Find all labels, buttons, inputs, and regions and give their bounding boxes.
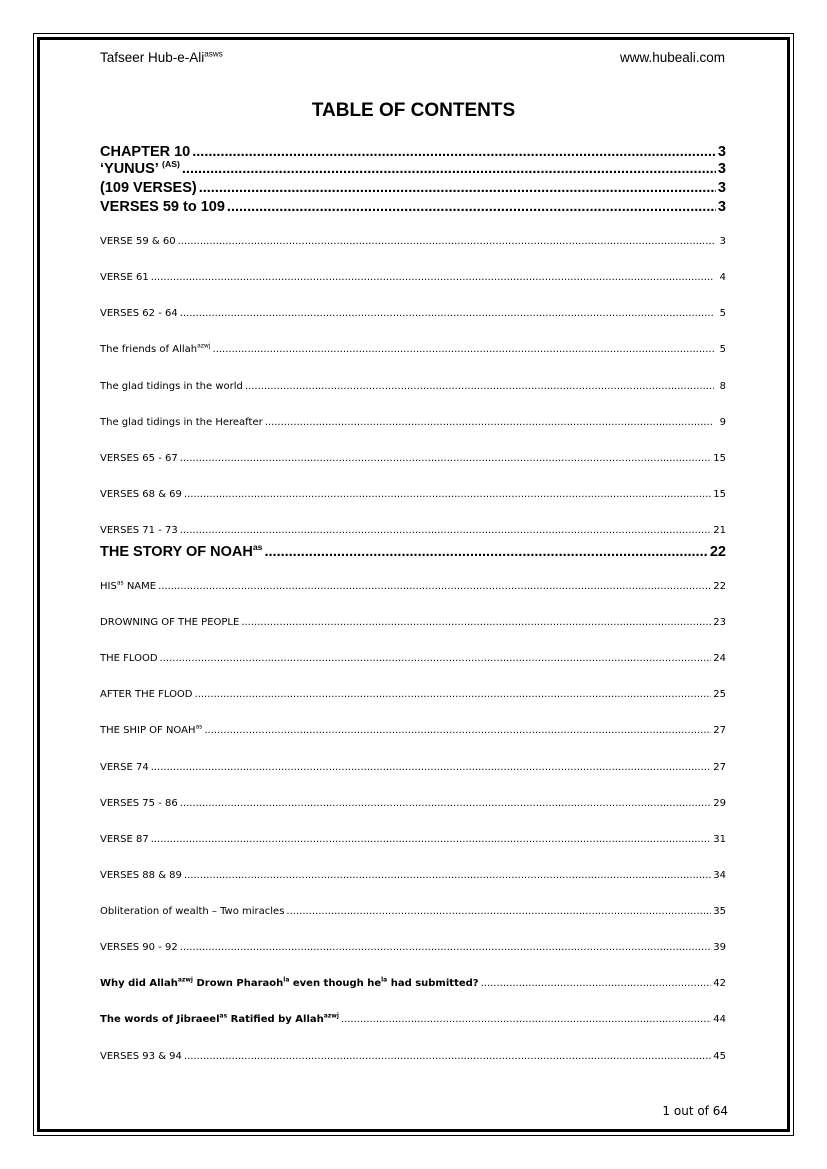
toc-page-number: 21 — [713, 525, 726, 536]
toc-leader-dots — [264, 544, 707, 560]
toc-entry-title: THE SHIP OF $NOAH^{as}$ — [100, 723, 203, 736]
toc-entry-title: VERSES 65 - 67 — [100, 453, 178, 464]
toc-entry-title: Why did Allah$^{azwj}$ Drown Pharaoh$^{la}$ even though $he^{la}$ had submitted? — [100, 976, 479, 989]
toc-leader-dots — [180, 942, 712, 953]
toc-entry-title: VERSE 59 & 60 — [100, 236, 176, 247]
toc-entry-title: The friends of Allah$^{azwj}$ — [100, 342, 211, 355]
toc-page-number: 45 — [713, 1051, 726, 1062]
toc-entry[interactable] — [100, 489, 726, 500]
toc-leader-dots — [151, 834, 712, 845]
header-title: Tafseer Hub-e-Ali$^{asws}$ — [100, 49, 223, 65]
toc-entry-title: ‘YUNUS’ $^{(AS)}$ — [100, 159, 180, 177]
toc-page-number: 25 — [713, 689, 726, 700]
toc-page-number: 35 — [713, 906, 726, 917]
toc-entry-title: The words of Jibraeel$^{as}$ Ratified by Allah$^{azwj}$ — [100, 1012, 339, 1025]
toc-entry-title: VERSES 62 - 64 — [100, 308, 178, 319]
toc-entry[interactable] — [100, 653, 726, 664]
toc-leader-dots — [180, 308, 714, 319]
toc-leader-dots — [245, 381, 714, 392]
toc-leader-dots — [227, 199, 716, 215]
toc-leader-dots — [265, 417, 714, 428]
toc-entry[interactable] — [100, 942, 726, 953]
toc-page-number: 31 — [713, 834, 726, 845]
toc-entry[interactable] — [100, 1051, 726, 1062]
toc-page-number: 3 — [717, 199, 726, 215]
toc-entry-title: AFTER THE FLOOD — [100, 689, 193, 700]
toc-page-number: 44 — [713, 1014, 726, 1025]
toc-entry[interactable] — [100, 581, 726, 592]
toc-leader-dots — [199, 180, 716, 196]
toc-entry-title: The glad tidings in the world — [100, 381, 243, 392]
toc-leader-dots — [151, 762, 712, 773]
toc-leader-dots — [341, 1014, 711, 1025]
header-website: www.hubeali.com — [619, 50, 725, 65]
toc-page-number: 22 — [709, 544, 726, 560]
toc-entry[interactable] — [100, 161, 726, 177]
toc-entry-title: THE FLOOD — [100, 653, 158, 664]
toc-entry[interactable] — [100, 381, 726, 392]
toc-entry-title: VERSES 88 & 89 — [100, 870, 182, 881]
toc-leader-dots — [481, 978, 712, 989]
toc-page-number: 34 — [713, 870, 726, 881]
toc-page-number: 22 — [713, 581, 726, 592]
toc-entry[interactable] — [100, 199, 726, 215]
toc-leader-dots — [184, 870, 711, 881]
toc-entry-title: THE STORY OF $NOAH^{as}$ — [100, 542, 263, 560]
toc-entry-title: VERSE 61 — [100, 272, 149, 283]
toc-leader-dots — [180, 798, 712, 809]
toc-page-number: 29 — [713, 798, 726, 809]
toc-entry[interactable] — [100, 870, 726, 881]
toc-entry-title: $HIS^{as}$ NAME — [100, 579, 157, 592]
toc-entry[interactable] — [100, 762, 726, 773]
toc-entry-title: VERSES 68 & 69 — [100, 489, 182, 500]
toc-page-number: 5 — [719, 308, 726, 319]
toc-entry[interactable] — [100, 906, 726, 917]
toc-entry[interactable] — [100, 236, 726, 247]
toc-entry-title: VERSES 71 - 73 — [100, 525, 178, 536]
toc-entry[interactable] — [100, 798, 726, 809]
toc-entry[interactable] — [100, 725, 726, 736]
toc-entry-title: CHAPTER 10 — [100, 144, 191, 160]
toc-leader-dots — [286, 906, 711, 917]
page-number: 1 out of 64 — [662, 1104, 728, 1118]
toc-entry[interactable] — [100, 1014, 726, 1025]
toc-entry[interactable] — [100, 180, 726, 196]
toc-leader-dots — [180, 453, 712, 464]
toc-page-number: 27 — [713, 725, 726, 736]
toc-leader-dots — [158, 581, 711, 592]
toc-entry[interactable] — [100, 308, 726, 319]
toc-leader-dots — [213, 344, 714, 355]
toc-page-number: 42 — [713, 978, 726, 989]
toc-entry-title: VERSES 59 to 109 — [100, 199, 225, 215]
toc-entry-title: VERSE 87 — [100, 834, 149, 845]
toc-page-number: 5 — [719, 344, 726, 355]
toc-page-number: 8 — [719, 381, 726, 392]
toc-entry[interactable] — [100, 344, 726, 355]
toc-page-number: 3 — [717, 180, 726, 196]
toc-leader-dots — [151, 272, 714, 283]
toc-page-number: 15 — [713, 453, 726, 464]
toc-entry-title: VERSES 75 - 86 — [100, 798, 178, 809]
toc-entry[interactable] — [100, 417, 726, 428]
toc-entry[interactable] — [100, 144, 726, 160]
toc-page-number: 23 — [713, 617, 726, 628]
toc-page-number: 39 — [713, 942, 726, 953]
toc-entry-title: VERSES 93 & 94 — [100, 1051, 182, 1062]
toc-leader-dots — [184, 489, 711, 500]
toc-entry-title: The glad tidings in the Hereafter — [100, 417, 263, 428]
toc-entry-title: (109 VERSES) — [100, 180, 197, 196]
toc-leader-dots — [204, 725, 711, 736]
toc-leader-dots — [160, 653, 712, 664]
toc-entry[interactable] — [100, 453, 726, 464]
toc-entry[interactable] — [100, 689, 726, 700]
toc-page-number: 3 — [717, 144, 726, 160]
toc-entry[interactable] — [100, 525, 726, 536]
toc-entry-title: VERSE 74 — [100, 762, 149, 773]
toc-leader-dots — [241, 617, 711, 628]
toc-leader-dots — [182, 161, 716, 177]
toc-entry[interactable] — [100, 617, 726, 628]
toc-entry-title: DROWNING OF THE PEOPLE — [100, 617, 240, 628]
toc-leader-dots — [192, 144, 716, 160]
page-title: TABLE OF CONTENTS — [311, 100, 516, 121]
toc-page-number: 9 — [719, 417, 726, 428]
toc-entry-title: Obliteration of wealth – Two miracles — [100, 906, 285, 917]
toc-entry[interactable] — [100, 834, 726, 845]
toc-entry[interactable] — [100, 978, 726, 989]
toc-page-number: 24 — [713, 653, 726, 664]
toc-page-number: 15 — [713, 489, 726, 500]
toc-page-number: 27 — [713, 762, 726, 773]
toc-entry-title: VERSES 90 - 92 — [100, 942, 178, 953]
toc-page-number: 3 — [719, 236, 726, 247]
toc-page-number: 3 — [717, 161, 726, 177]
toc-leader-dots — [180, 525, 712, 536]
toc-leader-dots — [184, 1051, 711, 1062]
toc-leader-dots — [195, 689, 712, 700]
toc-entry[interactable] — [100, 272, 726, 283]
toc-entry[interactable] — [100, 544, 726, 560]
toc-page-number: 4 — [719, 272, 726, 283]
toc-leader-dots — [178, 236, 714, 247]
